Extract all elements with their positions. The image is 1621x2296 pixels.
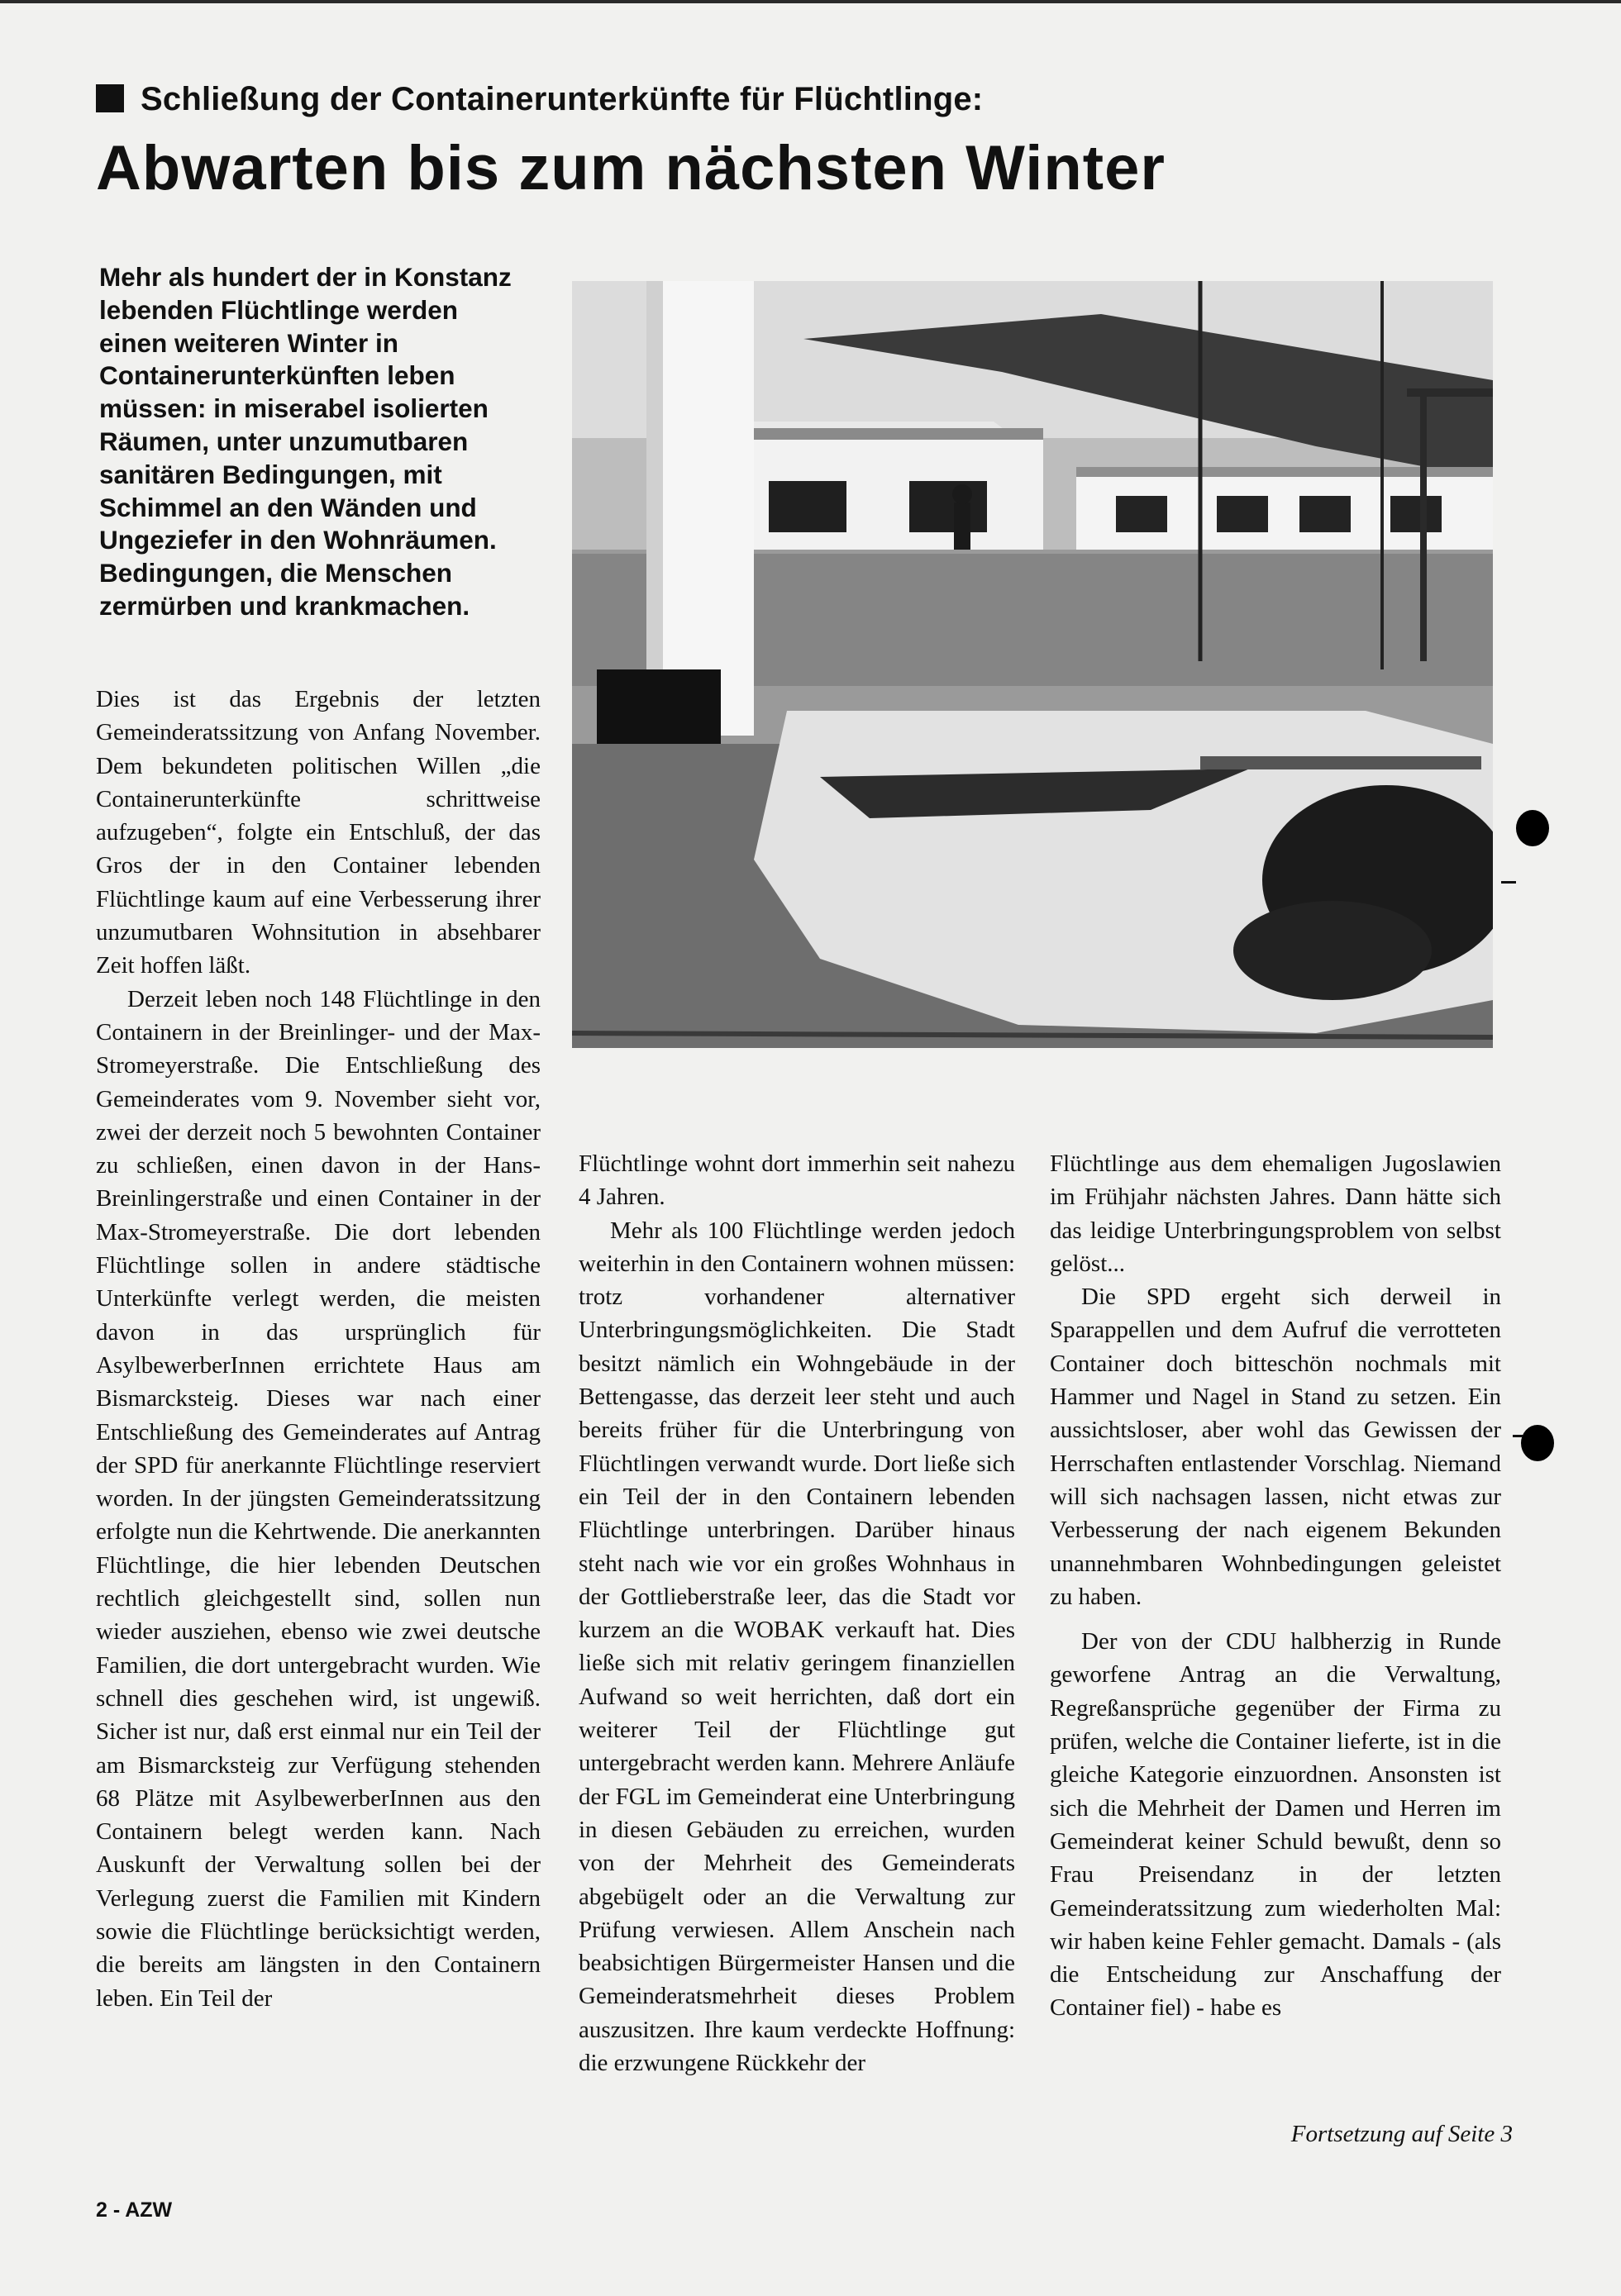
article-kicker [96, 81, 983, 118]
container-camp-photo [572, 281, 1493, 1048]
paragraph-6: Die SPD ergeht sich derweil in Sparappellen und dem Aufruf die verrotteten Container doch bitteschön nochmals mit Hammer und Nagel in Stand zu setzen. Ein aussichtsloser, aber wohl das Gewissen der Herrschaften entlastender Vorschlag. Niemand will sich nachsagen lassen, nicht etwas zur Verbesserung der nach eigenem Bekunden unannehmbaren Wohnbedingungen geleistet zu haben. [1050, 1284, 1501, 1610]
square-bullet-icon [96, 84, 124, 112]
paragraph-2: Derzeit leben noch 148 Flüchtlinge in den Containern in der Breinlinger- und der Max-Stromeyerstraße. Die Entschließung des Gemeinderates vom 9. November sieht vor, zwei der derzeit noch 5 bewohnten Container zu schließen, einen davon in der Hans-Breinlingerstraße und einen Container in der Max-Stromeyerstraße. Die dort lebenden Flüchtlinge sollen in andere städtische Unterkünfte verlegt werden, die meisten davon in das ursprünglich für AsylbewerberInnen errichtete Haus am Bismarcksteig. Dieses war nach einer Entschließung des Gemeinderates auf Antrag der SPD für anerkannte Flüchtlinge reserviert worden. In der jüngsten Gemeinderatssitzung erfolgte nun die Kehrtwende. Die anerkannten Flüchtlinge, die hier lebenden Deutschen rechtlich gleichgestellt sind, sollen nun wieder ausziehen, ebenso wie zwei deutsche Familien, die dort untergebracht wurden. Wie schnell dies geschehen wird, ist ungewiß. Sicher ist nur, daß erst einmal nur ein Teil der am Bismarcksteig zur Verfügung stehenden 68 Plätze mit AsylbewerberInnen aus den Containern belegt werden kann. Nach Auskunft der Verwaltung sollen bei der Verlegung zuerst die Familien mit Kindern sowie die Flüchtlinge berücksichtigt werden, die bereits am längsten in den Containern leben. Ein Teil der [96, 985, 541, 2012]
scan-mark [1501, 881, 1516, 884]
paragraph-4: Mehr als 100 Flüchtlinge werden jedoch weiterhin in den Containern wohnen müssen: trotz vorhandener alternativer Unterbringungsmöglichkeiten. Die Stadt besitzt nämlich ein Wohngebäude in der Bettengasse, das derzeit leer steht und auch bereits früher für die Unterbringung von Flüchtlingen verwandt wurde. Dort ließe sich ein Teil der in den Containern lebenden Flüchtlinge unterbringen. Darüber hinaus steht nach wie vor ein großes Wohnhaus in der Gottlieberstraße leer, das die Stadt vor kurzem an die WOBAK verkauft hat. Dies ließe sich mit relativ geringem finanziellen Aufwand so weit herrichten, daß dort ein weiterer Teil der Flüchtlinge gut untergebracht werden kann. Mehrere Anläufe der FGL im Gemeinderat eine Unterbringung in diesen Gebäuden zu erreichen, wurden von der Mehrheit des Gemeinderats abgebügelt oder an die Verwaltung zur Prüfung verwiesen. Allem Anschein nach beabsichtigen Bürgermeister Hansen und die Gemeinderatsmehrheit dieses Problem auszusitzen. Ihre kaum verdeckte Hoffnung: die erzwungene Rückkehr der [579, 1217, 1015, 2077]
kicker-text: Schließung der Containerunterkünfte für Flüchtlinge: [141, 81, 984, 117]
column-2 [579, 1147, 1015, 2079]
article-headline: Abwarten bis zum nächsten Winter [96, 133, 1166, 203]
page-footer: 2 - AZW [96, 2198, 173, 2222]
paragraph-1: Dies ist das Ergebnis der letzten Gemeinderatssitzung von Anfang November. Dem bekundeten politischen Willen „die Containerunterkünfte schrittweise aufzugeben“, folgte ein Entschluß, der das Gros der in den Container lebenden Flüchtlinge kaum auf eine Verbesserung ihrer unzumutbaren Wohnsitution in absehbarer Zeit hoffen läßt. [96, 686, 541, 979]
paragraph-5: Flüchtlinge aus dem ehemaligen Jugoslawien im Frühjahr nächsten Jahres. Dann hätte sich das leidige Unterbringungsproblem von selbst gelöst... [1050, 1150, 1501, 1277]
column-3 [1050, 1147, 1501, 2025]
scan-mark-2 [1513, 1435, 1523, 1437]
article-photo [572, 281, 1493, 1048]
article-lead: Mehr als hundert der in Konstanz lebenden Flüchtlinge werden einen weiteren Winter in Containerunterkünften leben müssen: in miserabel isolierten Räumen, unter unzumutbaren sanitären Bedingungen, mit Schimmel an den Wänden und Ungeziefer in den Wohnräumen. Bedingungen, die Menschen zermürben und krankmachen. [99, 262, 512, 621]
continuation-note: Fortsetzung auf Seite 3 [1290, 2121, 1513, 2147]
column-1 [96, 683, 541, 2015]
punch-hole-upper [1516, 810, 1549, 846]
punch-hole-lower [1521, 1425, 1554, 1461]
paragraph-7: Der von der CDU halbherzig in Runde geworfene Antrag an die Verwaltung, Regreßansprüche gegenüber der Firma zu prüfen, welche die Container lieferte, ist in die gleiche Kategorie einzuordnen. Ansonsten ist sich die Mehrheit der Damen und Herren im Gemeinderat keiner Schuld bewußt, denn so Frau Preisendanz in der letzten Gemeinderatssitzung zum wiederholten Mal: wir haben keine Fehler gemacht. Damals - (als die Entscheidung zur Anschaffung der Container fiel) - habe es [1050, 1628, 1501, 2022]
scan-edge [0, 0, 1621, 3]
paragraph-3: Flüchtlinge wohnt dort immerhin seit nahezu 4 Jahren. [579, 1150, 1015, 1211]
